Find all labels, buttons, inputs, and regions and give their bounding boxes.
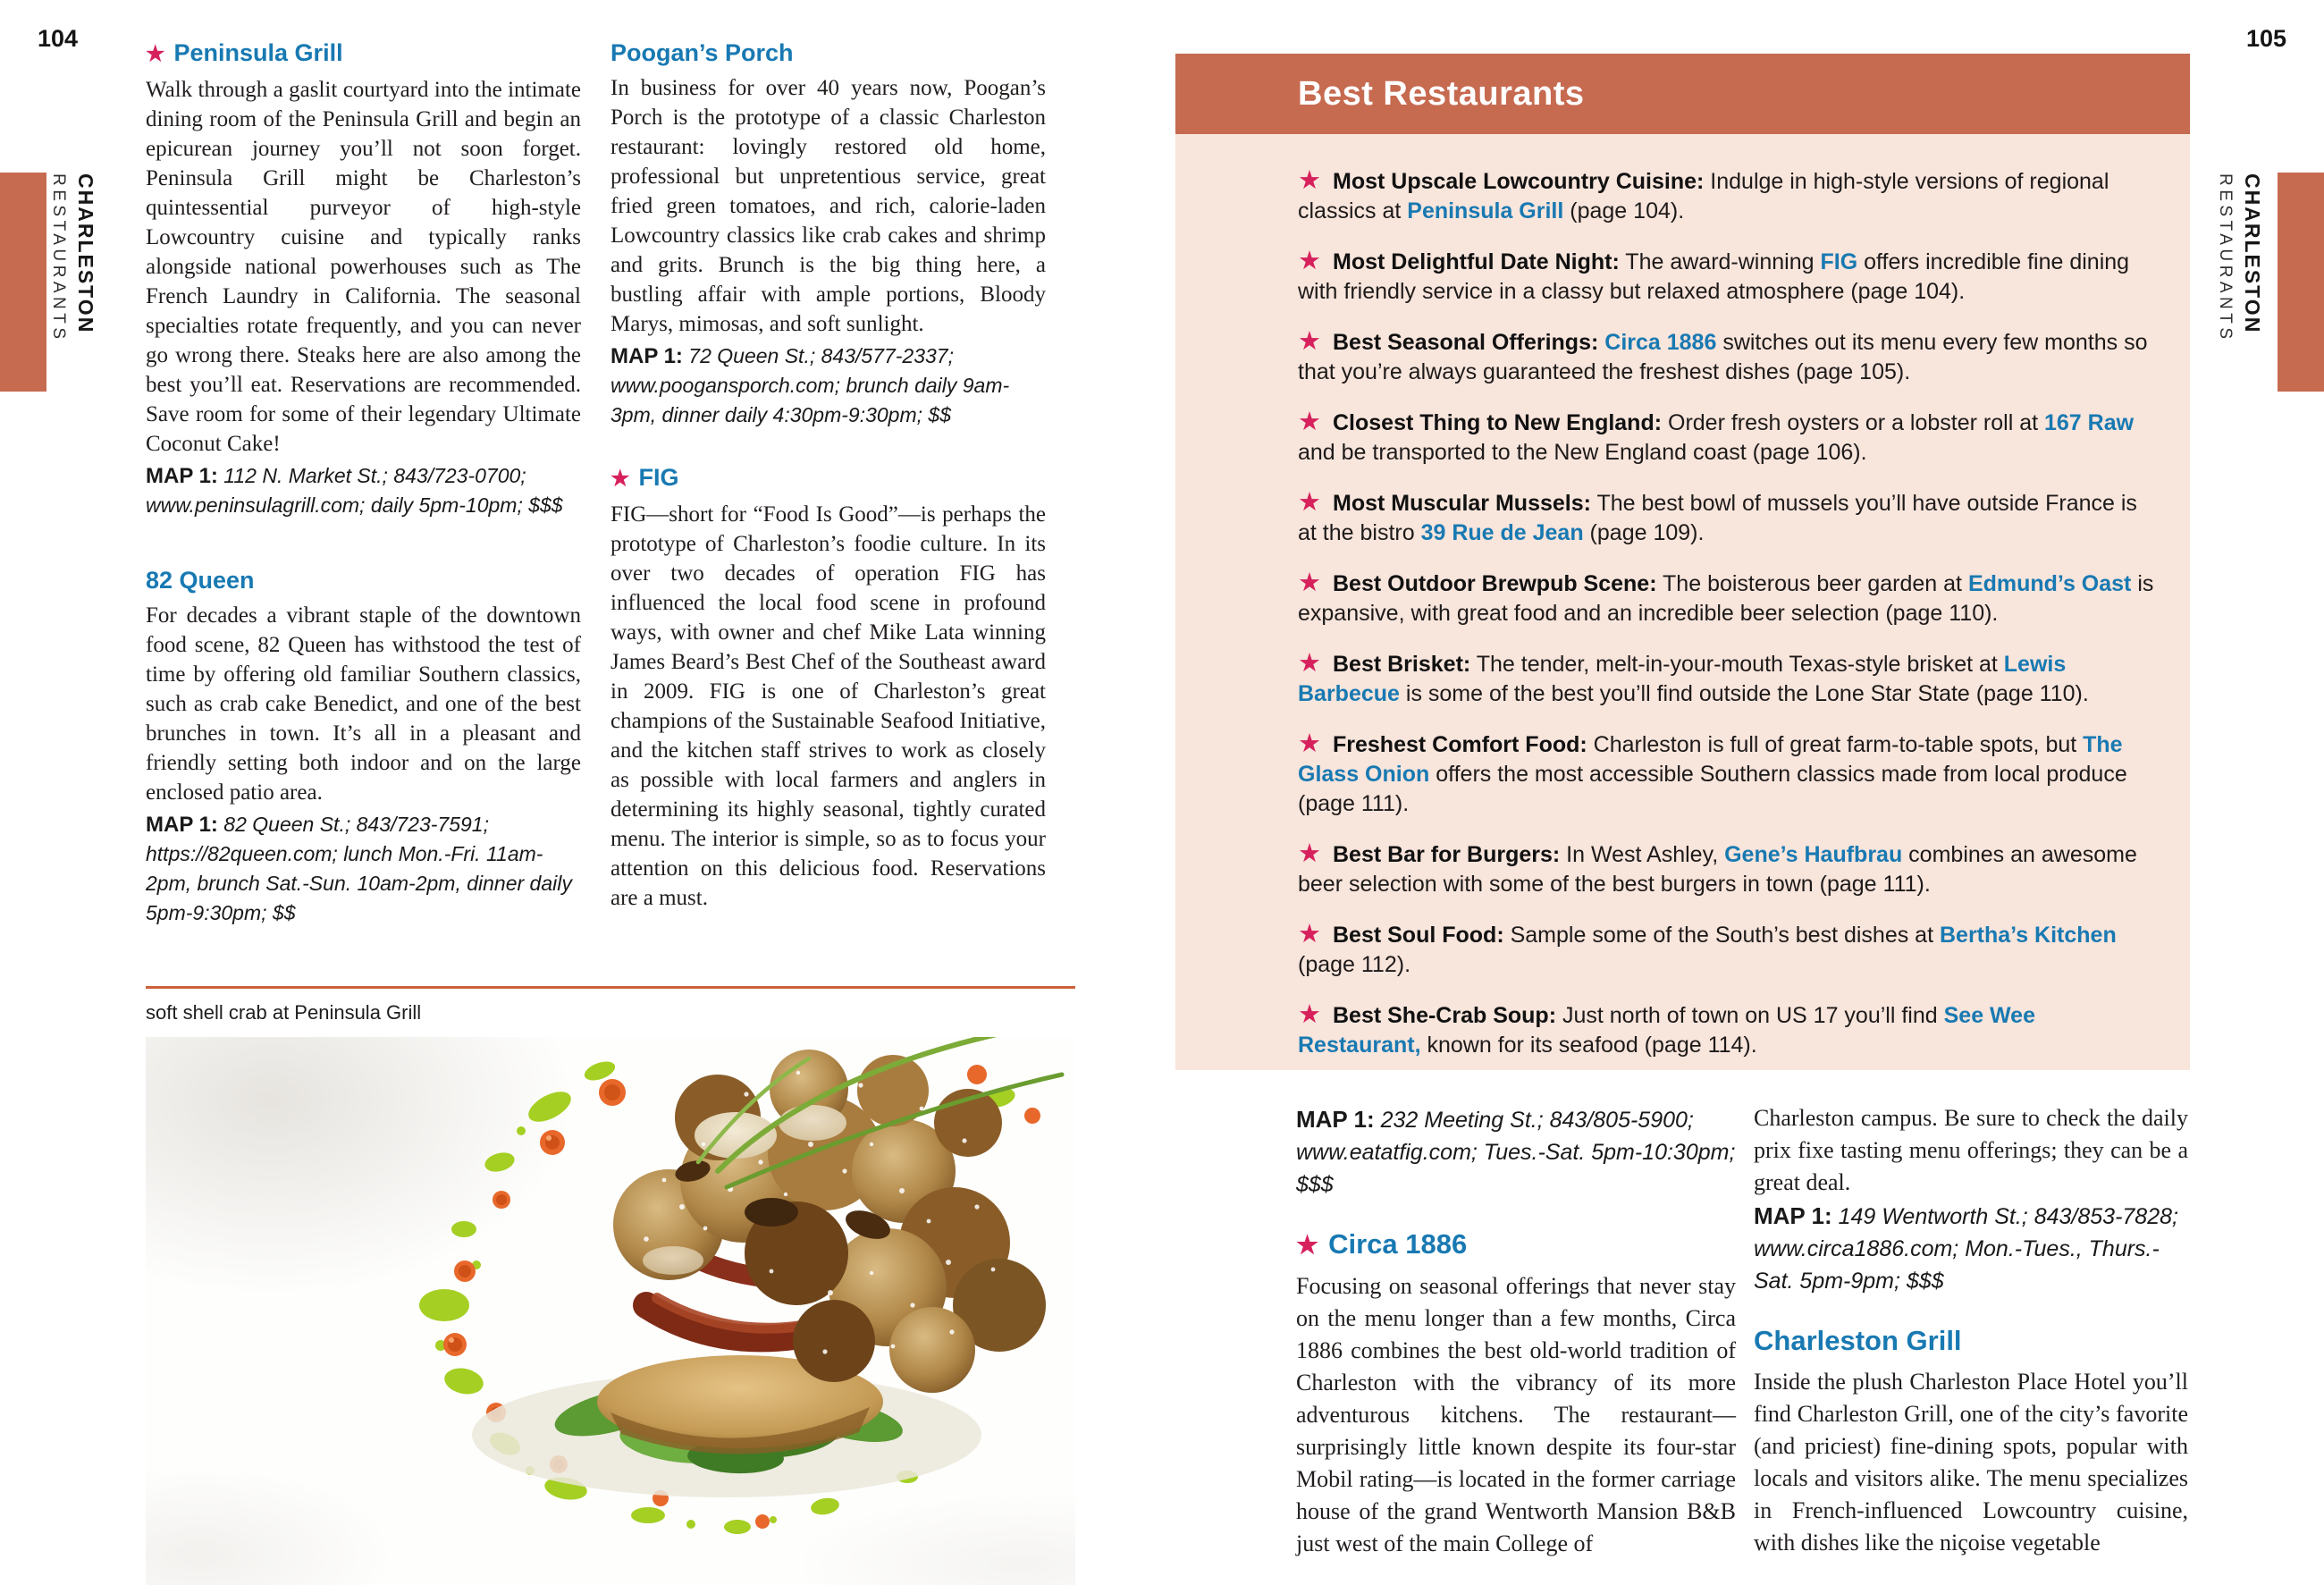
article-title [610, 38, 1046, 68]
tab-label-restaurants-right: RESTAURANTS [2216, 173, 2235, 343]
map-label: MAP 1: [146, 813, 218, 837]
page-number-left: 104 [38, 25, 79, 52]
star-icon: ★ [1298, 1000, 1321, 1029]
photo-soft-shell-crab [146, 1037, 1075, 1585]
best-item: ★ Most Muscular Mussels: The best bowl of mussels you’ll have outside France is at the bistro 39 Rue de Jean (page 109). [1298, 488, 2137, 545]
article-body: Focusing on seasonal offerings that never stay on the menu longer than a few months, Circa 1886 combines the best old-world tradition of Charleston with the vibrancy of its more adventurous kitchens. The restaurant—surprisingly little known despite its four-star Mobil rating—is located in the former carriage house of the grand Wentworth Mansion B&B just west of the main College of [1296, 1273, 1736, 1556]
right-page-column-2 [1754, 1102, 2188, 1559]
article-body-continuation: Charleston campus. Be sure to check the daily prix fixe tasting menu offerings; they can be a great deal. [1754, 1105, 2188, 1195]
map-info [610, 341, 1046, 430]
article-charleston-grill [1754, 1323, 2188, 1559]
star-icon: ★ [1298, 920, 1321, 948]
best-item-label: Best Seasonal Offerings: [1333, 330, 1599, 355]
best-restaurants-panel [1175, 54, 2190, 1070]
article-title [1296, 1227, 1736, 1263]
figure-divider-rule [146, 986, 1075, 989]
map-detail: 149 Wentworth St.; 843/853-7828; www.circa1886.com; Mon.-Tues., Thurs.-Sat. 5pm-9pm; $$$ [1754, 1204, 2178, 1294]
best-item: ★ Freshest Comfort Food: Charleston is full of great farm-to-table spots, but The Glass Onion offers the most accessible Southern classics made from local produce (page 111). [1298, 729, 2127, 816]
map-label: MAP 1: [1296, 1106, 1375, 1133]
map-detail: 112 N. Market St.; 843/723-0700; www.peninsulagrill.com; daily 5pm-10pm; $$$ [146, 464, 563, 517]
article-body: In business for over 40 years now, Poogan’s Porch is the prototype of a classic Charleston restaurant: lovingly restored old home, professional but unpretentious service, great fried green tomatoes, and rich, calorie-laden Lowcountry classics like crab cakes and shrimp and grits. Brunch is the big thing here, a bustling affair with ample portions, Bloody Marys, mimosas, and soft sunlight. [610, 76, 1046, 336]
best-item-label: Best Bar for Burgers: [1333, 842, 1561, 867]
article-title-text: Circa 1886 [1328, 1228, 1468, 1260]
best-item-label: Most Upscale Lowcountry Cuisine: [1333, 169, 1705, 194]
map-detail: 232 Meeting St.; 843/805-5900; www.eatatfig.com; Tues.-Sat. 5pm-10:30pm; $$$ [1296, 1108, 1736, 1197]
article-title-text: FIG [638, 464, 679, 491]
map-label: MAP 1: [610, 344, 683, 368]
restaurant-name: 167 Raw [2044, 410, 2135, 435]
best-item: ★ Most Delightful Date Night: The award-winning FIG offers incredible fine dining with friendly service in a classy but relaxed atmosphere (page 104). [1298, 247, 2130, 304]
article-body: For decades a vibrant staple of the downtown food scene, 82 Queen has withstood the test of time by offering old familiar Southern classics, such as crab cake Benedict, and one of the best brunches in town. It’s all in a pleasant and friendly setting both indoor and on the large enclosed patio area. [146, 603, 581, 805]
star-icon: ★ [1298, 488, 1321, 517]
best-item: ★ Best Soul Food: Sample some of the South’s best dishes at Bertha’s Kitchen (page 112). [1298, 920, 2117, 977]
restaurant-name: See Wee Restaurant, [1298, 1003, 2035, 1058]
star-icon: ★ [1298, 327, 1321, 356]
article-body: Inside the plush Charleston Place Hotel you’ll find Charleston Grill, one of the city’s favorite (and priciest) fine-dining spots, popular with locals and visitors alike. The menu specializes in French-influenced Lowcountry cuisine, with dishes like the niçoise vegetable [1754, 1369, 2188, 1555]
best-item-label: Most Delightful Date Night: [1333, 249, 1620, 274]
best-item-label: Best Outdoor Brewpub Scene: [1333, 571, 1657, 596]
tab-label-charleston-right: CHARLESTON [2241, 173, 2264, 334]
star-icon: ★ [1298, 839, 1321, 868]
best-item: ★ Best She-Crab Soup: Just north of town on US 17 you’ll find See Wee Restaurant, known for its seafood (page 114). [1298, 1000, 2035, 1058]
star-icon: ★ [1298, 729, 1321, 758]
best-item-label: Closest Thing to New England: [1333, 410, 1663, 435]
restaurant-name: Bertha’s Kitchen [1939, 923, 2117, 948]
best-item: ★ Best Bar for Burgers: In West Ashley, Gene’s Haufbrau combines an awesome beer selection with some of the best burgers in town (page 111). [1298, 839, 2137, 897]
article-title-text: 82 Queen [146, 567, 255, 594]
article-body: FIG—short for “Food Is Good”—is perhaps the prototype of Charleston’s foodie culture. In its over two decades of operation FIG has influenced the local food scene in profound ways, with owner and chef Mike Lata winning James Beard’s Best Chef of the Southeast award in 2009. FIG is one of Charleston’s great champions of the Sustainable Seafood Initiative, and the kitchen staff strives to work as closely as possible with local farmers and anglers in determining its highly seasonal, tightly curated menu. The interior is simple, so as to focus your attention on this delicious food. Reservations are a must. [610, 502, 1046, 910]
star-icon: ★ [146, 42, 165, 66]
best-item: ★ Closest Thing to New England: Order fresh oysters or a lobster roll at 167 Raw and be transported to the New England coast (page 106). [1298, 408, 2135, 465]
map-info [1296, 1104, 1736, 1201]
article-title-text: Peninsula Grill [173, 39, 343, 66]
right-page-column-1 [1296, 1102, 1736, 1560]
tab-label-charleston-left: CHARLESTON [74, 173, 97, 334]
best-item: ★ Most Upscale Lowcountry Cuisine: Indulge in high-style versions of regional classics at Peninsula Grill (page 104). [1298, 166, 2109, 223]
article-peninsula-grill [146, 38, 581, 520]
chapter-tab-color-block-left [0, 173, 46, 392]
map-detail: 82 Queen St.; 843/723-7591; https://82queen.com; lunch Mon.-Fri. 11am-2pm, brunch Sat.-Sun. 10am-2pm, dinner daily 5pm-9:30pm; $$ [146, 813, 572, 924]
star-icon: ★ [1298, 247, 1321, 275]
best-item: ★ Best Outdoor Brewpub Scene: The boisterous beer garden at Edmund’s Oast is expansive, with great food and an incredible beer selection (page 110). [1298, 569, 2154, 626]
restaurant-name: Gene’s Haufbrau [1724, 842, 1903, 867]
article-82-queen [146, 565, 581, 928]
restaurant-name: FIG [1820, 249, 1858, 274]
star-icon: ★ [1298, 649, 1321, 678]
best-item-label: Freshest Comfort Food: [1333, 732, 1587, 757]
article-title [146, 565, 581, 595]
star-icon: ★ [610, 467, 630, 491]
map-info [146, 461, 581, 520]
best-item: ★ Best Brisket: The tender, melt-in-your-mouth Texas-style brisket at Lewis Barbecue is some of the best you’ll find outside the Lone Star State (page 110). [1298, 649, 2089, 706]
article-title-text: Charleston Grill [1754, 1325, 1962, 1356]
best-restaurants-title: Best Restaurants [1175, 54, 2190, 134]
left-page-column-2 [610, 38, 1046, 913]
best-item-label: Best She-Crab Soup: [1333, 1003, 1557, 1028]
restaurant-name: Peninsula Grill [1407, 198, 1564, 223]
map-info [1754, 1201, 2188, 1297]
star-icon: ★ [1296, 1231, 1319, 1259]
best-item: ★ Best Seasonal Offerings: Circa 1886 switches out its menu every few months so that you’re always guaranteed the freshest dishes (page 105). [1298, 327, 2148, 384]
article-body: Walk through a gaslit courtyard into the intimate dining room of the Peninsula Grill and begin an epicurean journey you’ll not soon forget. Peninsula Grill might be Charleston’s quintessential purveyor of high-style Lowcountry cuisine and typically ranks alongside national powerhouses such as The French Laundry in California. The seasonal specialties rotate frequently, and you can never go wrong there. Steaks here are also among the best you’ll eat. Reservations are recommended. Save room for some of their legendary Ultimate Coconut Cake! [146, 78, 581, 456]
star-icon: ★ [1298, 569, 1321, 597]
best-item-label: Best Soul Food: [1333, 923, 1504, 948]
map-label: MAP 1: [146, 464, 218, 488]
article-title [610, 462, 1046, 494]
restaurant-name: Edmund’s Oast [1967, 571, 2132, 596]
article-title [1754, 1323, 2188, 1359]
restaurant-name: The Glass Onion [1298, 732, 2123, 787]
article-title-text: Poogan’s Porch [610, 39, 794, 66]
map-detail: 72 Queen St.; 843/577-2337; www.poogansporch.com; brunch daily 9am-3pm, dinner daily 4:30pm-9:30pm; $$ [610, 344, 1010, 426]
left-page-column-1 [146, 38, 581, 928]
star-icon: ★ [1298, 166, 1321, 195]
map-info [146, 810, 581, 928]
tab-label-restaurants-left: RESTAURANTS [49, 173, 68, 343]
restaurant-name: Circa 1886 [1604, 330, 1717, 355]
chapter-tab-color-block-right [2278, 173, 2324, 392]
restaurant-name: Lewis Barbecue [1298, 652, 2067, 706]
article-circa-1886 [1296, 1227, 1736, 1560]
article-fig [610, 462, 1046, 913]
best-item-label: Best Brisket: [1333, 652, 1471, 677]
page-number-right: 105 [2245, 25, 2286, 52]
map-label: MAP 1: [1754, 1202, 1832, 1229]
restaurant-name: 39 Rue de Jean [1420, 520, 1584, 545]
article-poogan-s-porch [610, 38, 1046, 430]
best-item-label: Most Muscular Mussels: [1333, 491, 1591, 516]
star-icon: ★ [1298, 408, 1321, 436]
article-title [146, 38, 581, 70]
photo-caption: soft shell crab at Peninsula Grill [146, 1001, 422, 1024]
best-restaurants-list [1175, 134, 2190, 1060]
